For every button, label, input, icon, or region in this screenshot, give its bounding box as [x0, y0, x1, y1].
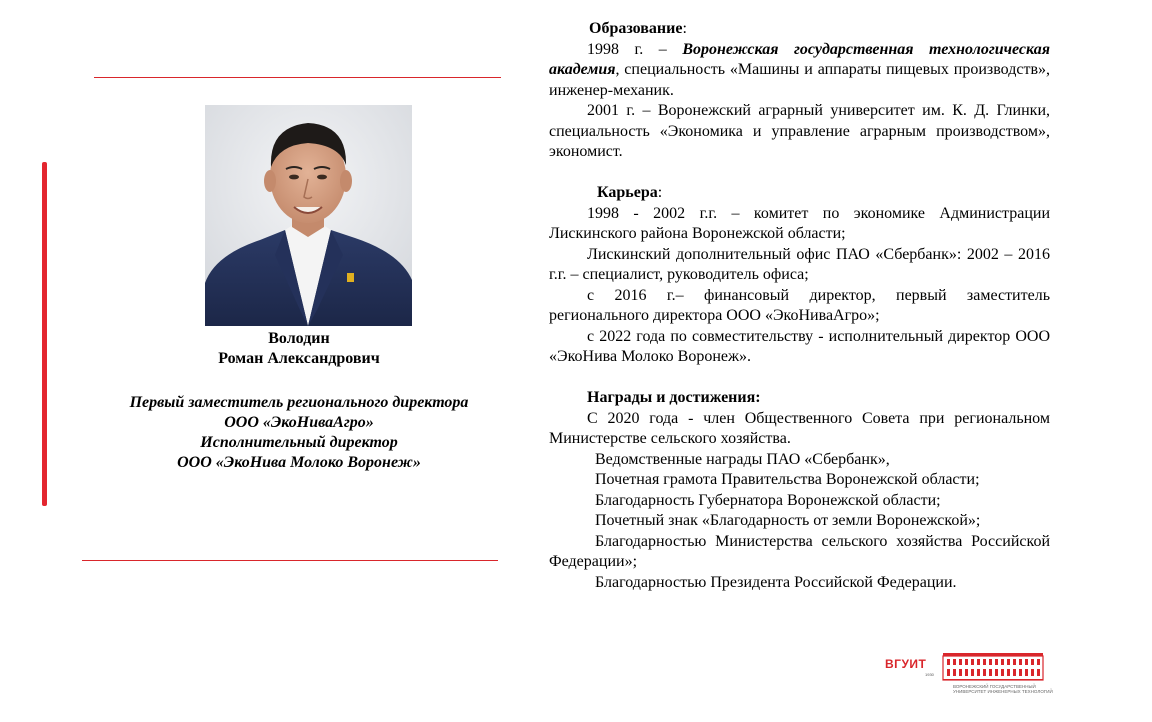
- logo-caption: ВОРОНЕЖСКИЙ ГОСУДАРСТВЕННЫЙ УНИВЕРСИТЕТ ИНЖЕНЕРНЫХ ТЕХНОЛОГИЙ: [953, 684, 1053, 694]
- award-item: Почетная грамота Правительства Воронежской области;: [595, 471, 980, 488]
- career-item: 1998 - 2002 г.г. – комитет по экономике Администрации Лискинского района Воронежской области;: [549, 204, 1050, 242]
- education-entry: 2001 г. – Воронежский аграрный университет им. К. Д. Глинки, специальность «Экономика и управление аграрным производством», экономист.: [549, 102, 1050, 160]
- university-logo: [885, 648, 1055, 706]
- person-name: [90, 329, 508, 369]
- logo-abbr: ВГУИТ: [885, 657, 927, 671]
- award-item: Благодарностью Президента Российской Федерации.: [595, 573, 957, 591]
- logo-year: 1930: [925, 672, 934, 677]
- education-heading: Образование:: [589, 20, 687, 37]
- biography: [549, 19, 1050, 593]
- award-item: С 2020 года - член Общественного Совета при региональном Министерстве сельского хозяйства.: [549, 409, 1050, 447]
- position-line: Исполнительный директор: [200, 434, 398, 451]
- award-item: Благодарностью Министерства сельского хозяйства Российской Федерации»;: [549, 532, 1050, 570]
- top-divider: [94, 77, 501, 78]
- bottom-divider: [82, 560, 498, 561]
- award-item: Почетный знак «Благодарность от земли Воронежской»;: [595, 512, 981, 529]
- position-line: ООО «ЭкоНива Молоко Воронеж»: [177, 454, 421, 471]
- career-heading: Карьера:: [597, 184, 663, 201]
- position-line: Первый заместитель регионального директора: [129, 394, 469, 411]
- career-item: с 2022 года по совместительству - исполнительный директор ООО «ЭкоНива Молоко Воронеж».: [549, 327, 1050, 365]
- award-item: Ведомственные награды ПАО «Сбербанк»,: [595, 450, 890, 468]
- person-position: [90, 393, 508, 473]
- education-entry: 1998 г. – Воронежская государственная технологическая академия, специальность «Машины и аппараты пищевых производств», инженер-механик.: [549, 40, 1050, 99]
- awards-heading: Награды и достижения:: [587, 389, 761, 406]
- award-item: Благодарность Губернатора Воронежской области;: [595, 491, 941, 509]
- portrait-photo: [205, 105, 412, 326]
- career-item: Лискинский дополнительный офис ПАО «Сбербанк»: 2002 – 2016 г.г. – специалист, руководитель офиса;: [549, 245, 1050, 283]
- accent-bar: [42, 162, 47, 506]
- position-line: ООО «ЭкоНиваАгро»: [224, 414, 374, 431]
- person-given-names: Роман Александрович: [218, 350, 380, 367]
- building-icon: [941, 650, 1045, 682]
- person-surname: Володин: [268, 330, 330, 347]
- career-item: с 2016 г.– финансовый директор, первый заместитель регионального директора ООО «ЭкоНиваАгро»;: [549, 286, 1050, 324]
